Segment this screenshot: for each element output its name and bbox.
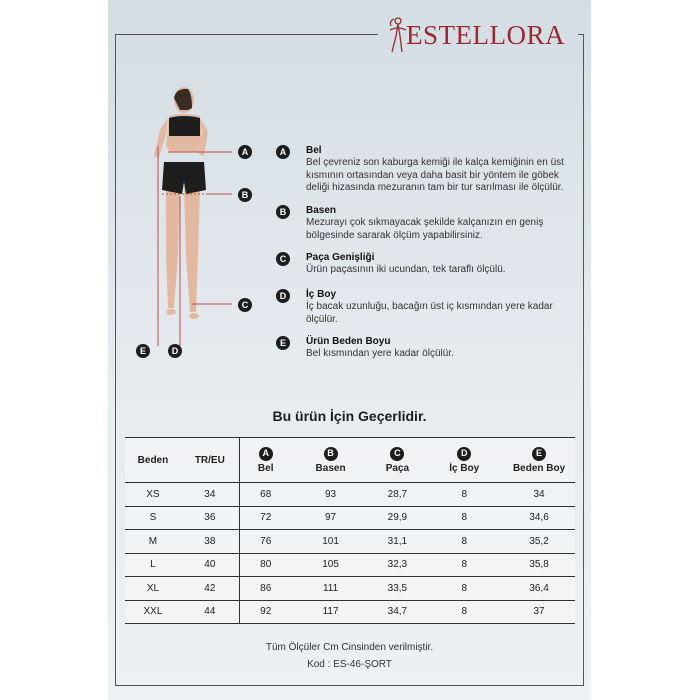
size-table xyxy=(125,437,575,624)
product-code: Kod : ES-46-ŞORT xyxy=(307,659,392,670)
header-ic-boy: D İç Boy xyxy=(449,448,480,474)
marker-e-icon: E xyxy=(136,344,150,358)
measurement-text: Bel kısmından yere kadar ölçülür. xyxy=(306,348,454,360)
table-row xyxy=(125,530,575,554)
table-cell: 72 xyxy=(239,506,291,530)
marker-d-icon: D xyxy=(276,289,290,303)
brand-logo xyxy=(386,15,565,55)
measurement-bel xyxy=(276,145,576,195)
table-cell: 37 xyxy=(503,600,575,624)
table-cell: 36,4 xyxy=(503,577,575,601)
measurement-ic-boy xyxy=(276,289,576,326)
measurement-urun-boy xyxy=(276,336,576,361)
measurement-title: İç Boy xyxy=(306,289,337,300)
brand-figure-icon xyxy=(386,16,408,54)
table-cell: 28,7 xyxy=(369,483,425,507)
marker-a-icon: A xyxy=(276,145,290,159)
marker-d-icon: D xyxy=(168,344,182,358)
marker-e-icon: E xyxy=(532,447,546,461)
table-row xyxy=(125,577,575,601)
table-cell: XXL xyxy=(125,600,181,624)
marker-b-icon: B xyxy=(238,188,252,202)
table-cell: 32,3 xyxy=(369,553,425,577)
table-cell: 35,2 xyxy=(503,530,575,554)
measurement-title: Bel xyxy=(306,145,322,156)
table-cell: L xyxy=(125,553,181,577)
brand-name: ESTELLORA xyxy=(406,19,565,50)
table-cell: 40 xyxy=(181,553,239,577)
measurement-title: Ürün Beden Boyu xyxy=(306,336,391,347)
table-cell: 111 xyxy=(292,577,370,601)
header-tr-eu: TR/EU xyxy=(194,454,225,466)
measurement-text: Mezurayı çok sıkmayacak şekilde kalçanızın en geniş bölgesinde sararak ölçüm yapabilirsiniz. xyxy=(306,217,544,241)
marker-c-icon: C xyxy=(238,298,252,312)
marker-b-icon: B xyxy=(324,447,338,461)
marker-c-icon: C xyxy=(276,252,290,266)
table-cell: 8 xyxy=(425,530,503,554)
table-cell: 68 xyxy=(239,483,291,507)
table-cell: 36 xyxy=(181,506,239,530)
table-row xyxy=(125,553,575,577)
table-cell: 34,6 xyxy=(503,506,575,530)
table-cell: S xyxy=(125,506,181,530)
measurement-title: Basen xyxy=(306,205,337,216)
table-title: Bu ürün İçin Geçerlidir. xyxy=(272,408,427,424)
table-cell: 93 xyxy=(292,483,370,507)
table-cell: 35,8 xyxy=(503,553,575,577)
table-cell: XL xyxy=(125,577,181,601)
measurement-title: Paça Genişliği xyxy=(306,252,375,263)
table-cell: 8 xyxy=(425,483,503,507)
marker-d-icon: D xyxy=(457,447,471,461)
table-cell: 33,5 xyxy=(369,577,425,601)
table-cell: 34 xyxy=(181,483,239,507)
table-cell: 105 xyxy=(292,553,370,577)
frame-line xyxy=(583,34,584,686)
table-cell: 86 xyxy=(239,577,291,601)
header-paca: C Paça xyxy=(385,448,410,474)
table-cell: 38 xyxy=(181,530,239,554)
header-basen: B Basen xyxy=(315,448,346,474)
table-cell: 92 xyxy=(239,600,291,624)
table-cell: M xyxy=(125,530,181,554)
table-cell: 101 xyxy=(292,530,370,554)
table-cell: 44 xyxy=(181,600,239,624)
marker-b-icon: B xyxy=(276,205,290,219)
table-cell: XS xyxy=(125,483,181,507)
frame-line xyxy=(115,34,116,686)
measurement-text: Bel çevreniz son kaburga kemiği ile kalça kemiğinin en üst kısmının ortasından veya daha basit bir yöntem ile göbek deliği hizasında mezuranın tam bir tur sarılması ile ölçülür. xyxy=(306,157,564,194)
measurement-paca xyxy=(276,252,576,277)
table-cell: 8 xyxy=(425,553,503,577)
table-row xyxy=(125,600,575,624)
table-cell: 34,7 xyxy=(369,600,425,624)
table-cell: 42 xyxy=(181,577,239,601)
table-header-row xyxy=(125,438,575,483)
table-cell: 8 xyxy=(425,600,503,624)
table-cell: 76 xyxy=(239,530,291,554)
table-cell: 31,1 xyxy=(369,530,425,554)
marker-a-icon: A xyxy=(238,145,252,159)
table-cell: 34 xyxy=(503,483,575,507)
measurement-text: Ürün paçasının iki ucundan, tek taraflı ölçülü. xyxy=(306,264,506,276)
frame-line xyxy=(115,685,584,686)
header-bel: A Bel xyxy=(239,438,291,483)
measurement-text: İç bacak uzunluğu, bacağın üst iç kısmından yere kadar ölçülür. xyxy=(306,301,553,325)
table-cell: 117 xyxy=(292,600,370,624)
table-cell: 29,9 xyxy=(369,506,425,530)
measurement-basen xyxy=(276,205,576,242)
model-figure xyxy=(144,86,264,358)
table-cell: 97 xyxy=(292,506,370,530)
table-cell: 8 xyxy=(425,506,503,530)
frame-line xyxy=(116,34,378,35)
marker-c-icon: C xyxy=(390,447,404,461)
table-cell: 8 xyxy=(425,577,503,601)
marker-e-icon: E xyxy=(276,336,290,350)
header-beden-boy: E Beden Boy xyxy=(512,448,566,474)
table-cell: 80 xyxy=(239,553,291,577)
measurement-unit-note: Tüm Ölçüler Cm Cinsinden verilmiştir. xyxy=(265,642,434,653)
table-row xyxy=(125,483,575,507)
header-beden: Beden xyxy=(137,454,169,466)
size-guide-sheet xyxy=(108,0,591,700)
marker-a-icon: A xyxy=(259,447,273,461)
table-row xyxy=(125,506,575,530)
